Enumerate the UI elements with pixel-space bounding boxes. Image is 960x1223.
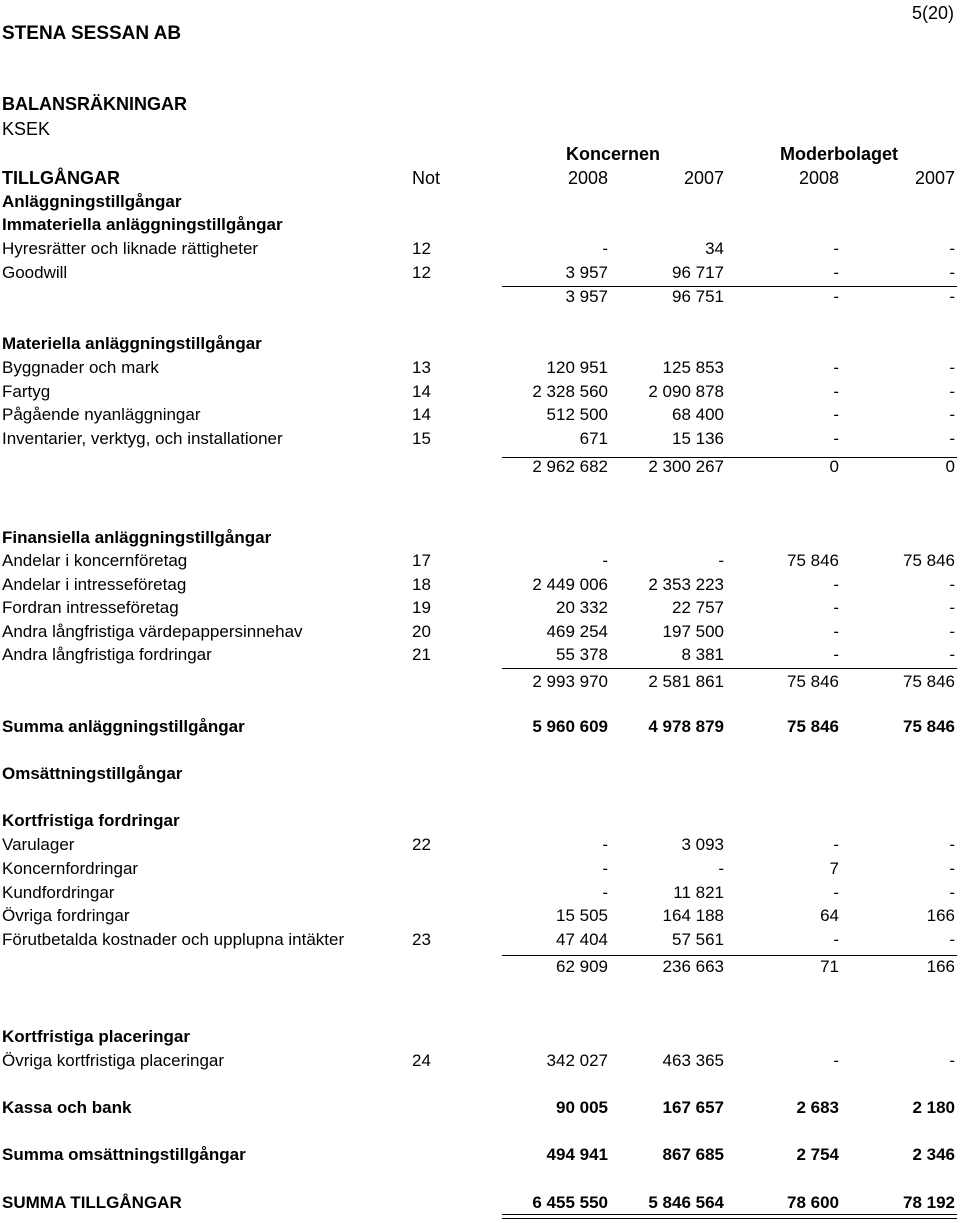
row-value: 5 846 564 [648,1193,724,1212]
subtotal-rule [502,668,957,669]
sheet-title: BALANSRÄKNINGAR [2,94,187,114]
table-row [0,955,960,979]
subtotal-rule [502,955,957,956]
row-value: 2 683 [796,1098,839,1117]
row-value: - [949,263,955,282]
table-row [0,643,960,667]
row-value: 2 449 006 [532,575,608,594]
row-value: 5 960 609 [532,717,608,736]
row-value: 167 657 [662,1098,724,1117]
row-value: 6 455 550 [532,1193,608,1212]
table-row [0,526,960,550]
row-label: Fartyg [2,382,51,401]
row-value: 71 [820,957,839,976]
row-value: - [833,382,839,401]
row-value: - [833,883,839,902]
row-value: - [949,598,955,617]
row-label: Varulager [2,835,75,854]
row-value: 120 951 [546,358,608,377]
row-label: Summa anläggningstillgångar [2,717,245,736]
row-note: 17 [412,551,431,570]
row-value: - [602,883,608,902]
row-label: Inventarier, verktyg, och installationer [2,429,283,448]
row-value: 75 846 [787,551,839,570]
row-value: 15 505 [556,906,608,925]
row-value: - [949,405,955,424]
row-value: - [833,930,839,949]
row-label: SUMMA TILLGÅNGAR [2,1193,182,1212]
table-row [0,1191,960,1215]
row-label: Immateriella anläggningstillgångar [2,215,283,234]
table-row [0,455,960,479]
row-label: Pågående nyanläggningar [2,405,201,424]
row-value: 2 962 682 [532,457,608,476]
row-label: Kundfordringar [2,883,115,902]
page-number: 5(20) [911,3,954,23]
row-value: - [949,382,955,401]
row-value: - [949,358,955,377]
row-note: 14 [412,382,431,401]
row-label: Övriga kortfristiga placeringar [2,1051,225,1070]
row-value: - [833,835,839,854]
row-label: Finansiella anläggningstillgångar [2,528,272,547]
row-value: 75 846 [787,672,839,691]
table-row [0,809,960,833]
row-value: 68 400 [672,405,724,424]
table-row [0,356,960,380]
row-value: - [949,622,955,641]
column-header-row [0,166,960,190]
row-value: 342 027 [546,1051,608,1070]
row-value: 75 846 [903,672,955,691]
row-value: 3 957 [565,287,608,306]
row-value: 166 [926,906,955,925]
row-note: 15 [412,429,431,448]
row-value: 20 332 [556,598,608,617]
row-value: 62 909 [556,957,608,976]
total-double-rule [502,1214,957,1219]
row-label: Fordran intresseföretag [2,598,179,617]
row-value: 4 978 879 [648,717,724,736]
row-label: Andra långfristiga fordringar [2,645,212,664]
row-value: 671 [579,429,608,448]
table-row [0,670,960,694]
column-header-year: 2007 [683,168,724,188]
table-row [0,857,960,881]
row-note: 20 [412,622,431,641]
row-value: - [949,859,955,878]
row-value: 75 846 [903,717,955,736]
row-value: 2 328 560 [532,382,608,401]
column-group-koncernen: Koncernen [566,144,661,164]
row-value: 8 381 [681,645,724,664]
table-row [0,1096,960,1120]
row-note: 24 [412,1051,431,1070]
row-value: 236 663 [662,957,724,976]
row-value: 2 180 [912,1098,955,1117]
table-row [0,1143,960,1167]
table-row [0,332,960,356]
table-row [0,573,960,597]
row-value: - [833,645,839,664]
row-value: 3 093 [681,835,724,854]
row-value: 2 353 223 [648,575,724,594]
row-value: 3 957 [565,263,608,282]
table-row [0,261,960,285]
row-value: 55 378 [556,645,608,664]
row-value: - [602,835,608,854]
table-row [0,833,960,857]
row-value: 164 188 [662,906,724,925]
table-row [0,596,960,620]
row-label: Byggnader och mark [2,358,159,377]
row-value: 0 [945,457,955,476]
table-row [0,380,960,404]
row-label: Andelar i intresseföretag [2,575,187,594]
row-value: - [833,429,839,448]
row-value: - [602,859,608,878]
row-value: 34 [705,239,724,258]
table-row [0,549,960,573]
table-row [0,1025,960,1049]
row-note: 21 [412,645,431,664]
row-value: - [833,287,839,306]
row-value: - [949,575,955,594]
row-value: 0 [829,457,839,476]
row-label: Förutbetalda kostnader och upplupna intäkter [2,930,345,949]
column-header-note: Not [412,168,441,188]
row-value: 11 821 [673,883,724,902]
row-value: 75 846 [787,717,839,736]
row-value: - [949,835,955,854]
row-value: 494 941 [546,1145,608,1164]
row-label: Materiella anläggningstillgångar [2,334,262,353]
row-value: - [833,239,839,258]
row-note: 12 [412,263,431,282]
table-row [0,403,960,427]
row-value: 197 500 [662,622,724,641]
row-value: - [833,263,839,282]
row-value: 469 254 [546,622,608,641]
row-value: - [602,239,608,258]
row-note: 14 [412,405,431,424]
table-row [0,285,960,309]
row-label: Hyresrätter och liknade rättigheter [2,239,259,258]
table-row [0,427,960,451]
row-note: 18 [412,575,431,594]
row-note: 23 [412,930,431,949]
row-value: - [602,551,608,570]
table-row [0,715,960,739]
row-label: Anläggningstillgångar [2,192,182,211]
column-header-label: TILLGÅNGAR [2,168,120,188]
table-row [0,904,960,928]
row-value: - [949,645,955,664]
company-name: STENA SESSAN AB [2,23,182,44]
row-value: 57 561 [672,930,724,949]
row-value: 75 846 [903,551,955,570]
column-header-year: 2007 [914,168,955,188]
row-value: 2 300 267 [648,457,724,476]
row-value: - [718,859,724,878]
row-value: 2 581 861 [648,672,724,691]
row-value: - [949,239,955,258]
currency-unit: KSEK [2,119,51,139]
row-value: - [949,429,955,448]
column-group-moderbolaget: Moderbolaget [780,144,899,164]
table-row [0,213,960,237]
row-value: 2 754 [796,1145,839,1164]
row-value: 96 717 [672,263,724,282]
row-value: 166 [926,957,955,976]
column-header-year: 2008 [567,168,608,188]
row-value: 47 404 [556,930,608,949]
row-value: 90 005 [556,1098,608,1117]
row-value: 7 [829,859,839,878]
row-value: 2 090 878 [648,382,724,401]
row-label: Omsättningstillgångar [2,764,183,783]
row-label: Koncernfordringar [2,859,139,878]
row-note: 13 [412,358,431,377]
row-value: - [833,358,839,377]
row-value: 2 993 970 [532,672,608,691]
row-value: - [833,598,839,617]
row-value: 512 500 [546,405,608,424]
row-label: Summa omsättningstillgångar [2,1145,246,1164]
row-value: 2 346 [912,1145,955,1164]
row-value: - [718,551,724,570]
row-label: Andra långfristiga värdepappersinnehav [2,622,303,641]
column-header-year: 2008 [798,168,839,188]
row-value: 78 600 [787,1193,839,1212]
table-row [0,881,960,905]
table-row [0,1049,960,1073]
row-label: Andelar i koncernföretag [2,551,188,570]
row-value: - [949,930,955,949]
row-value: 64 [820,906,839,925]
row-value: 463 365 [662,1051,724,1070]
table-row [0,928,960,952]
row-label: Kassa och bank [2,1098,132,1117]
table-row [0,620,960,644]
row-value: - [833,575,839,594]
row-value: 15 136 [672,429,724,448]
row-label: Kortfristiga placeringar [2,1027,190,1046]
row-value: 78 192 [903,1193,955,1212]
row-label: Övriga fordringar [2,906,130,925]
table-row [0,762,960,786]
row-value: 22 757 [672,598,724,617]
row-value: - [949,1051,955,1070]
row-value: 125 853 [662,358,724,377]
subtotal-rule [502,286,957,287]
row-note: 12 [412,239,431,258]
row-value: - [833,622,839,641]
row-value: 96 751 [672,287,724,306]
row-value: - [833,1051,839,1070]
row-label: Kortfristiga fordringar [2,811,180,830]
row-note: 22 [412,835,431,854]
row-label: Goodwill [2,263,68,282]
row-value: - [949,883,955,902]
row-value: - [833,405,839,424]
subtotal-rule [502,457,957,458]
row-value: 867 685 [662,1145,724,1164]
table-row [0,237,960,261]
row-note: 19 [412,598,431,617]
table-row [0,190,960,214]
row-value: - [949,287,955,306]
